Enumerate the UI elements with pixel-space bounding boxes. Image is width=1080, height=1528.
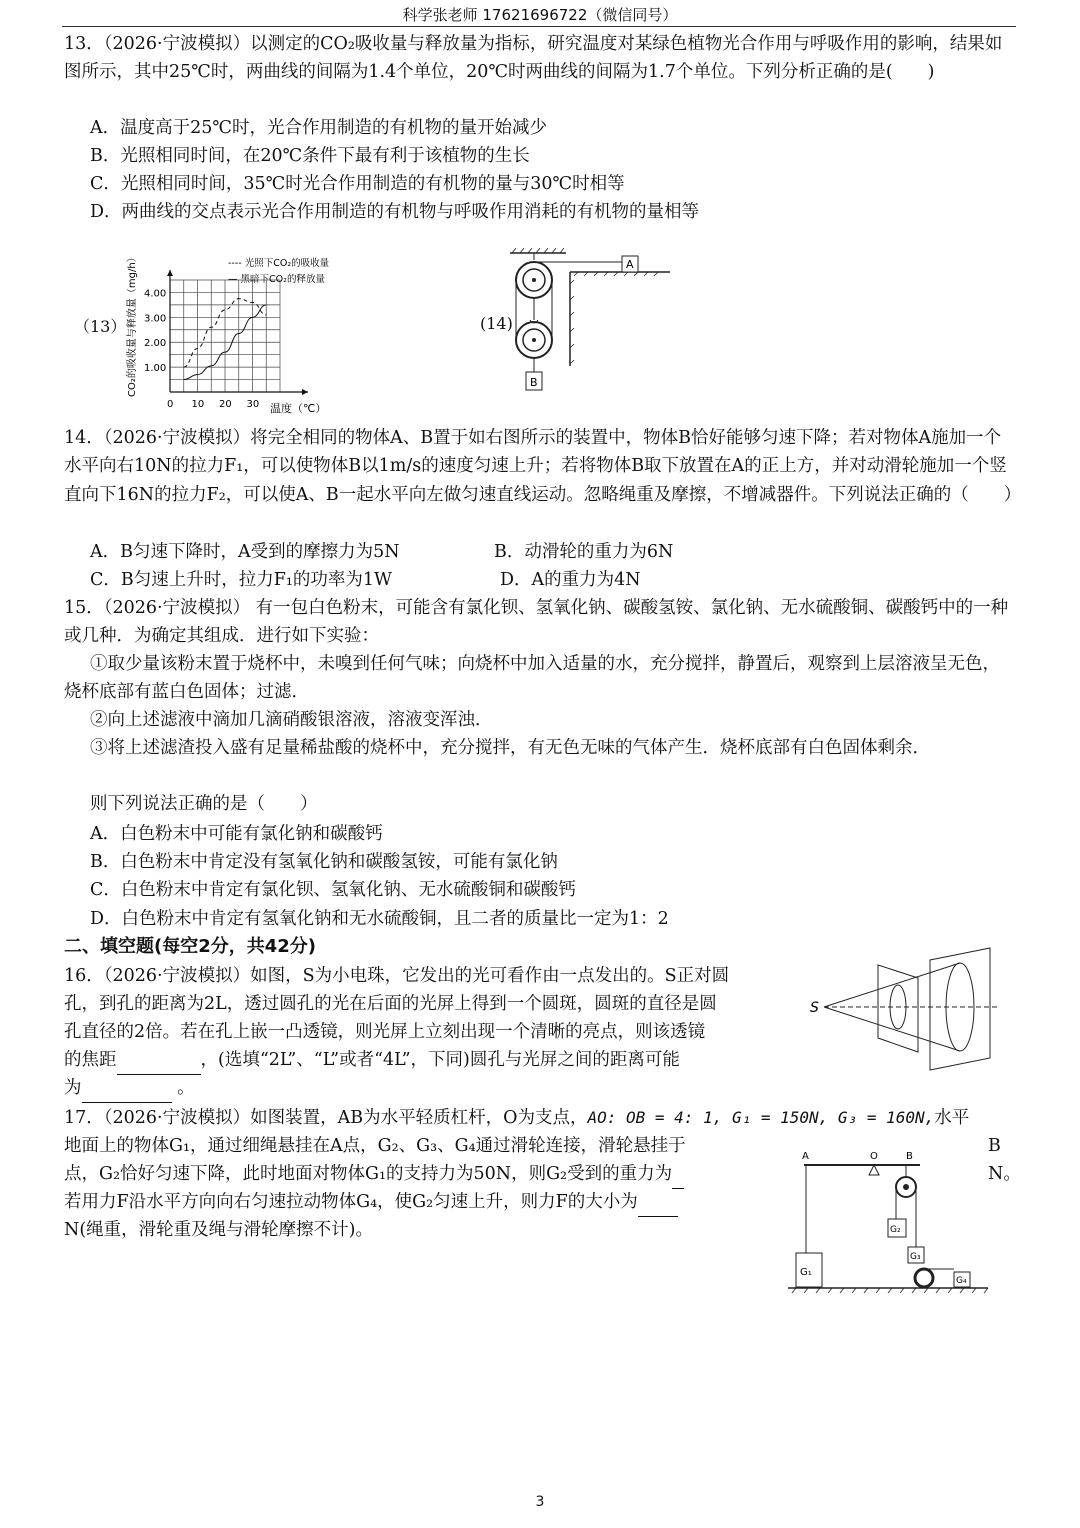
q17-line-1 (64, 1104, 1024, 1132)
q15-step-1: ①取少量该粉末置于烧杯中，未嗅到任何气味；向烧杯中加入适量的水，充分搅拌，静置后，观察到上层溶液呈无色，烧杯底部有蓝白色固体；过滤． (64, 654, 1000, 703)
q14-option-d: D．A的重力为4N (500, 570, 641, 590)
figure-13-chart (120, 232, 360, 417)
q15-option-a: A．白色粉末中可能有氯化钠和碳酸钙 (90, 824, 383, 844)
q17-line-3b: N。 (988, 1164, 1021, 1184)
q16-line-5 (64, 1074, 814, 1103)
q17-line-3 (64, 1160, 784, 1189)
source-s-label: S (810, 1000, 819, 1016)
q16-blank-distance[interactable] (82, 1074, 172, 1103)
g1-label: G₁ (800, 1267, 812, 1278)
q15-option-b: B．白色粉末中肯定没有氢氧化钠和碳酸氢铵，可能有氯化钠 (90, 852, 558, 872)
g2-label: G₂ (890, 1225, 901, 1235)
g4-label: G₄ (956, 1276, 967, 1286)
q17-line-2: 地面上的物体G₁，通过细绳悬挂在A点，G₂、G₃、G₄通过滑轮连接，滑轮悬挂于 (64, 1136, 686, 1156)
chart-y-arrow (167, 270, 173, 276)
section-2-heading: 二、填空题(每空2分，共42分) (64, 936, 317, 957)
block-a-label: A (626, 258, 634, 271)
page-header: 科学张老师 17621696722（微信同号） (402, 6, 678, 24)
q15-option-d: D．白色粉末中肯定有氢氧化钠和无水硫酸铜，且二者的质量比一定为1：2 (90, 909, 669, 929)
chart-x-tick-label: 30 (246, 399, 260, 410)
q13-option-d: D．两曲线的交点表示光合作用制造的有机物与呼吸作用消耗的有机物的量相等 (90, 202, 700, 222)
q16-line-2: 孔，到孔的距离为2L，透过圆孔的光在后面的光屏上得到一个圆斑，圆斑的直径是圆 (64, 994, 717, 1014)
point-a-label: A (802, 1151, 809, 1162)
q13-option-a: A．温度高于25℃时，光合作用制造的有机物的量开始减少 (90, 118, 547, 138)
q15-stem: 15．（2026·宁波模拟） 有一包白色粉末，可能含有氯化钡、氢氧化钠、碳酸氢铵、氯化钠、无水硫酸铜、碳酸钙中的一种或几种．为确定其组成．进行如下实验： (64, 598, 1009, 647)
chart-x-tick-label: 10 (191, 399, 205, 410)
q17-blank-g2-weight[interactable] (672, 1160, 684, 1189)
page-number: 3 (535, 1494, 545, 1510)
chart-x-tick-label: 0 (167, 399, 174, 410)
figure-16-light-diagram (808, 940, 1008, 1080)
q15-question: 则下列说法正确的是（ ） (90, 794, 318, 814)
chart-x-arrow (302, 389, 308, 395)
header-divider (62, 26, 1016, 27)
chart-legend-item-2: — 黑暗下CO₂的释放量 (228, 274, 325, 285)
chart-y-tick-label: 4.00 (144, 288, 167, 300)
q13-stem: 13．（2026·宁波模拟）以测定的CO₂吸收量与释放量为指标，研究温度对某绿色植物光合作用与呼吸作用的影响，结果如图所示，其中25℃时，两曲线的间隔为1.4个单位，20℃时两曲线的间隔为1.7个单位。下列分析正确的是( ) (64, 34, 1003, 83)
q13-option-b: B．光照相同时间，在20℃条件下最有利于该植物的生长 (90, 146, 530, 166)
q16-text-4b: ，(选填“2L”、“L”或者“4L”，下同)圆孔与光屏之间的距离可能 (200, 1050, 680, 1070)
q15-step-3: ③将上述滤渣投入盛有足量稀盐酸的烧杯中，充分搅拌，有无色无味的气体产生．烧杯底部有白色固体剩余． (90, 738, 930, 758)
chart-y-tick-label: 1.00 (144, 363, 167, 375)
q17-text-4a: 若用力F沿水平方向向右匀速拉动物体G₄，使G₂匀速上升，则力F的大小为 (64, 1192, 638, 1212)
q17-text-3a: 点，G₂恰好匀速下降，此时地面对物体G₁的支持力为50N，则G₂受到的重力为 (64, 1164, 673, 1184)
q16-text-5b: 。 (171, 1078, 195, 1098)
chart-y-tick-label: 3.00 (144, 313, 167, 325)
q16-line-4 (64, 1046, 814, 1075)
point-o-label: O (870, 1151, 878, 1162)
q15-option-c: C．白色粉末中肯定有氯化钡、氢氧化钠、无水硫酸铜和碳酸钙 (90, 880, 576, 900)
q15-step-2: ②向上述滤液中滴加几滴硝酸银溶液，溶液变浑浊． (90, 710, 493, 730)
figure-17-lever-diagram (784, 1143, 994, 1298)
q14-option-a: A．B匀速下降时，A受到的摩擦力为5N (90, 542, 400, 562)
q17-line-5: N(绳重，滑轮重及绳与滑轮摩擦不计)。 (64, 1220, 373, 1240)
q17-text-1b: 水平 (934, 1108, 970, 1128)
g3-label: G₃ (910, 1252, 921, 1262)
q17-formula: AO: OB = 4: 1, G₁ = 150N, G₃ = 160N, (587, 1108, 935, 1127)
chart-y-tick-label: 2.00 (144, 338, 167, 350)
block-b-label: B (530, 376, 538, 389)
q14-stem: 14．（2026·宁波模拟）将完全相同的物体A、B置于如右图所示的装置中，物体B恰好能够匀速下降；若对物体A施加一个水平向右10N的拉力F₁，可以使物体B以1m/s的速度匀速上升；若将物体B取下放置在A的正上方，并对动滑轮施加一个竖直向下16N的拉力F₂，可以使A、B一起水平向左做匀速直线运动。忽略绳重及摩擦，不增减器件。下列说法正确的（ ） (64, 428, 1022, 505)
q16-text-4a: 的焦距 (64, 1050, 117, 1070)
figure-14-label: (14) (480, 314, 513, 333)
point-b-label: B (906, 1151, 913, 1162)
q16-text-5a: 为 (64, 1078, 82, 1098)
q13-option-c: C．光照相同时间，35℃时光合作用制造的有机物的量与30℃时相等 (90, 174, 625, 194)
q16-blank-focal-length[interactable] (117, 1046, 201, 1075)
q17-text-1: 17．（2026·宁波模拟）如图装置，AB为水平轻质杠杆，O为支点， (64, 1108, 588, 1128)
chart-legend-item-1: ---- 光照下CO₂的吸收量 (228, 258, 330, 269)
q17-line-2b: B (988, 1136, 1001, 1156)
q17-blank-force-f[interactable] (638, 1188, 678, 1217)
q16-line-3: 孔直径的2倍。若在孔上嵌一凸透镜，则光屏上立刻出现一个清晰的亮点，则该透镜 (64, 1022, 706, 1042)
chart-x-tick-label: 20 (219, 399, 232, 410)
q14-option-c: C．B匀速上升时，拉力F₁的功率为1W (90, 570, 393, 590)
figure-13-label: （13） (74, 317, 127, 336)
figure-14-pulley-diagram (502, 248, 677, 396)
q17-line-4 (64, 1188, 784, 1217)
chart-x-axis-label: 温度（℃） (270, 402, 327, 415)
q14-option-b: B．动滑轮的重力为6N (494, 542, 674, 562)
q16-line-1: 16．（2026·宁波模拟）如图，S为小电珠，它发出的光可看作由一点发出的。S正对圆 (64, 966, 730, 986)
chart-y-axis-label: CO₂的吸收量与释放量（mg/h） (127, 252, 138, 397)
